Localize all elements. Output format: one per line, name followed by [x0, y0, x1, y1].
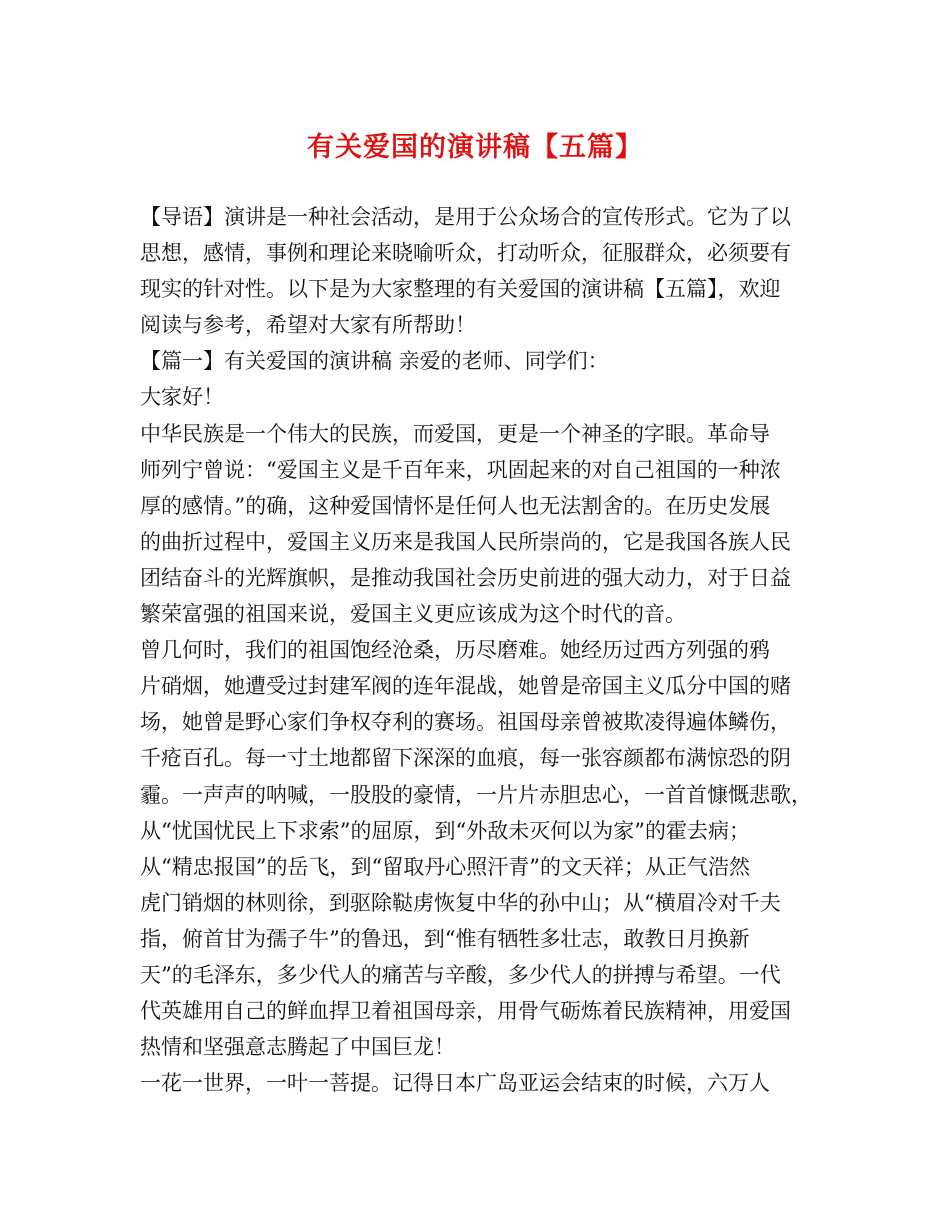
text-line: 现实的针对性。以下是为大家整理的有关爱国的演讲稿【五篇】，欢迎: [140, 277, 781, 302]
document-body: [140, 199, 814, 1101]
text-line: 师列宁曾说：“爱国主义是千百年来，巩固起来的对自己祖国的一种浓: [140, 457, 781, 482]
text-line: 厚的感情。”的确，这种爱国情怀是任何人也无法割舍的。在历史发展: [140, 493, 771, 518]
text-line: 虎门销烟的林则徐，到驱除鞑虏恢复中华的孙中山；从“横眉冷对千夫: [140, 890, 781, 915]
text-line: 团结奋斗的光辉旗帜，是推动我国社会历史前进的强大动力，对于日益: [140, 565, 791, 590]
document-title: 有关爱国的演讲稿【五篇】: [307, 132, 643, 163]
text-line: 中华民族是一个伟大的民族，而爱国，更是一个神圣的字眼。革命导: [140, 421, 770, 446]
text-line: 霾。一声声的呐喊，一股股的豪情，一片片赤胆忠心，一首首慷慨悲歌，: [140, 782, 812, 807]
text-line: 天”的毛泽东，多少代人的痛苦与辛酸，多少代人的拼搏与希望。一代: [140, 962, 781, 987]
text-line: 热情和坚强意志腾起了中国巨龙！: [140, 1035, 455, 1060]
text-line: 大家好！: [140, 385, 224, 410]
text-line: 从“精忠报国”的岳飞，到“留取丹心照汗青”的文天祥；从正气浩然: [140, 854, 750, 879]
text-line: 【导语】演讲是一种社会活动，是用于公众场合的宣传形式。它为了以: [140, 205, 791, 229]
text-line: 繁荣富强的祖国来说，爱国主义更应该成为这个时代的音。: [140, 602, 686, 627]
text-line: 的曲折过程中，爱国主义历来是我国人民所崇尚的，它是我国各族人民: [140, 529, 791, 554]
text-line: 【篇一】有关爱国的演讲稿 亲爱的老师、同学们：: [140, 349, 609, 374]
text-line: 千疮百孔。每一寸土地都留下深深的血痕，每一张容颜都布满惊恐的阴: [140, 746, 791, 771]
text-line: 阅读与参考，希望对大家有所帮助！: [140, 313, 476, 338]
text-line: 代英雄用自己的鲜血捍卫着祖国母亲，用骨气砺炼着民族精神，用爱国: [140, 999, 791, 1024]
text-line: 曾几何时，我们的祖国饱经沧桑，历尽磨难。她经历过西方列强的鸦: [140, 638, 770, 663]
text-line: 指，俯首甘为孺子牛”的鲁迅，到“惟有牺牲多壮志，敢教日月换新: [140, 926, 750, 951]
text-line: 从“忧国忧民上下求索”的屈原，到“外敌未灭何以为家”的霍去病；: [140, 818, 750, 843]
text-line: 场，她曾是野心家们争权夺利的赛场。祖国母亲曾被欺凌得遍体鳞伤，: [140, 710, 791, 735]
text-line: 思想，感情，事例和理论来晓喻听众，打动听众，征服群众，必须要有: [140, 241, 791, 266]
text-line: 一花一世界，一叶一菩提。记得日本广岛亚运会结束的时候，六万人: [140, 1071, 770, 1096]
text-line: 片硝烟，她遭受过封建军阀的连年混战，她曾是帝国主义瓜分中国的赌: [140, 674, 791, 699]
